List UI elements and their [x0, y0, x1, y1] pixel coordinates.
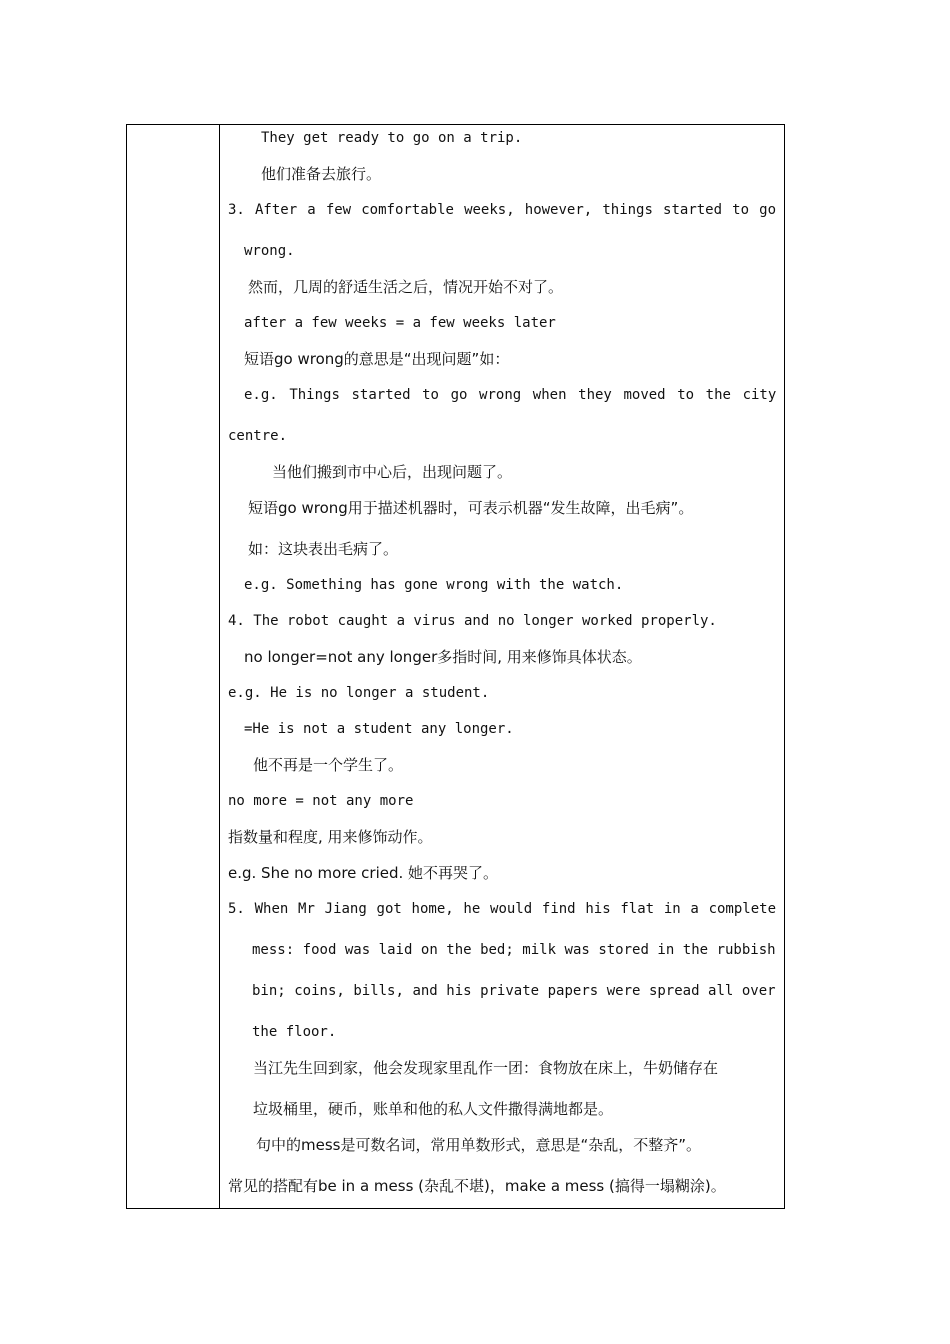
text-line: 短语go wrong的意思是“出现问题”如：: [244, 350, 510, 368]
text-line: e.g. Things started to go wrong when they moved to the city: [244, 387, 777, 403]
text-line: 短语go wrong用于描述机器时，可表示机器“发生故障，出毛病”。: [248, 499, 694, 517]
text-line: 4. The robot caught a virus and no longer worked properly.: [228, 613, 717, 629]
text-line: 指数量和程度, 用来修饰动作。: [228, 828, 433, 846]
text-line: centre.: [228, 428, 288, 444]
text-line: e.g. Something has gone wrong with the watch.: [244, 577, 624, 593]
text-line: 垃圾桶里，硬币，账单和他的私人文件撒得满地都是。: [253, 1100, 614, 1118]
text-line: no more = not any more: [228, 793, 414, 809]
text-line: wrong.: [244, 243, 295, 259]
text-line: 常见的搭配有be in a mess (杂乱不堪)，make a mess (搞得一塌糊涂)。: [228, 1177, 726, 1195]
text-line: e.g. He is no longer a student.: [228, 685, 490, 701]
text-line: 当江先生回到家，他会发现家里乱作一团：食物放在床上，牛奶储存在: [253, 1059, 719, 1077]
text-line: mess: food was laid on the bed; milk was stored in the rubbish: [252, 942, 776, 958]
text-line: =He is not a student any longer.: [244, 721, 514, 737]
text-line: 5. When Mr Jiang got home, he would find his flat in a complete: [228, 901, 777, 917]
text-line: 如：这块表出毛病了。: [248, 540, 399, 558]
table-left-column: [127, 125, 220, 1208]
text-line: e.g. She no more cried. 她不再哭了。: [228, 864, 499, 882]
text-line: 当他们搬到市中心后，出现问题了。: [272, 463, 513, 481]
text-line: the floor.: [252, 1024, 337, 1040]
text-line: 他们准备去旅行。: [261, 165, 382, 183]
text-line: 然而，几周的舒适生活之后，情况开始不对了。: [248, 278, 564, 296]
text-line: 3. After a few comfortable weeks, however, things started to go: [228, 202, 777, 218]
text-line: 句中的mess是可数名词，常用单数形式，意思是“杂乱，不整齐”。: [256, 1136, 702, 1154]
text-line: They get ready to go on a trip.: [261, 130, 523, 146]
text-line: 他不再是一个学生了。: [253, 756, 404, 774]
text-line: after a few weeks = a few weeks later: [244, 315, 556, 331]
text-line: bin; coins, bills, and his private papers were spread all over: [252, 983, 776, 999]
text-line: no longer=not any longer多指时间, 用来修饰具体状态。: [244, 648, 642, 666]
